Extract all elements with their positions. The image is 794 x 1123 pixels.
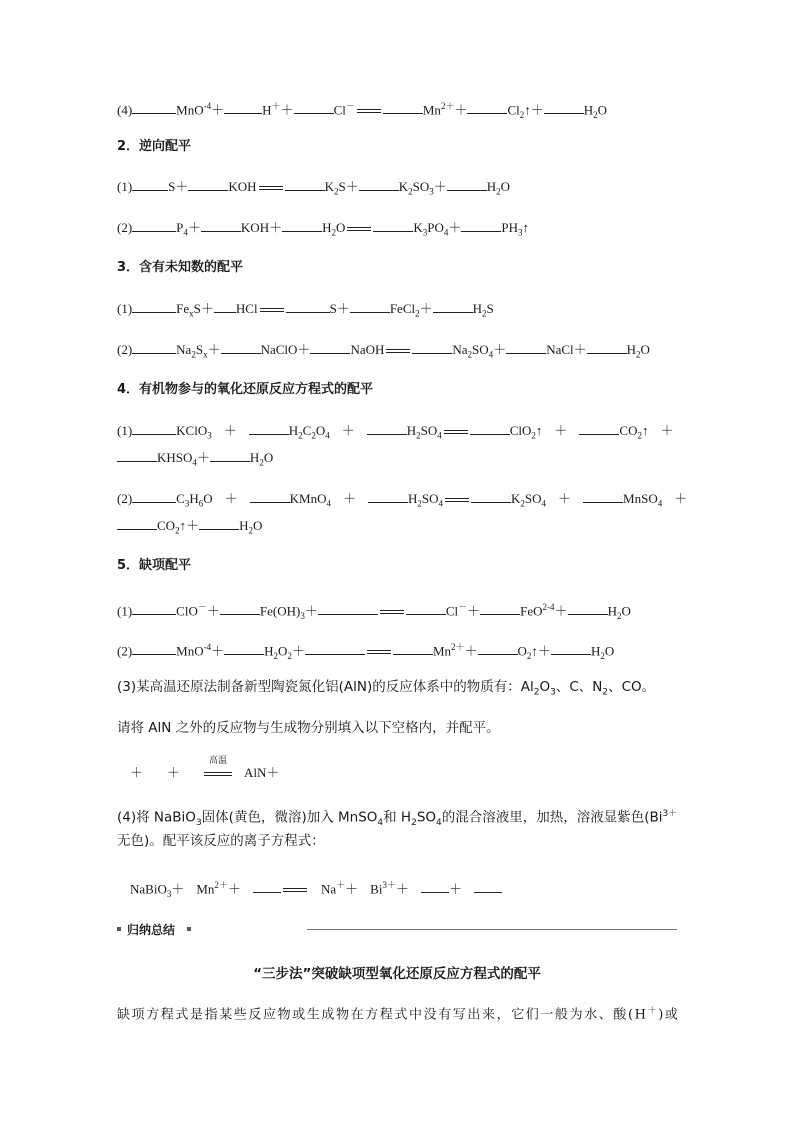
- summary-divider: [117, 922, 677, 938]
- section-4-heading: 4．有机物参与的氧化还原反应方程式的配平: [117, 382, 374, 397]
- equation-4-1-line1: (1) KClO$_3$ ＋ $H_2C_2O_4 + H_2SO_4$ ClO$_2$↑ ＋ $CO_2↑$ ＋: [117, 423, 674, 441]
- summary-heading: “三步法”突破缺项型氧化还原反应方程式的配平: [253, 966, 541, 982]
- question-5-4: (4)将 NaBiO$_3$固体(黄色，微溶)加入 MnSO$_4$和 $H_2SO_4$的混合溶液里，加热，溶液显紫色($Bi^{3+}$: [117, 809, 678, 829]
- equation-5-4-ionic: NaBiO$_3$＋ $Mn^{2+}+ Na^++ Bi^{3+}+$ ＋: [130, 876, 502, 903]
- equation-3-2: (2) $Na_2S_x+$ NaClO＋ NaOH $Na_2SO_4+$ NaCl＋ $H_2O$: [117, 342, 650, 360]
- equation-4-2-line1: (2) $C_3H_6O$ ＋ KMnO$_4$ ＋ $H_2SO_4$ $K_2SO_4$ ＋ MnSO$_4$ ＋: [117, 491, 688, 509]
- question-5-3-instruction: 请将 AlN 之外的反应物与生成物分别填入以下空格内，并配平。: [117, 720, 500, 736]
- equation-5-1: (1) $ClO^-+ Fe(OH)_3+ Cl^-+ FeO^{2-4}+ H_2O$: [117, 602, 631, 621]
- equation-2-1: (1) S＋ KOH $K_2S+ K_2SO_3+ H_2O$: [117, 179, 511, 197]
- equation-4-1-line2: $KHSO_4+ H_2O$: [117, 449, 273, 472]
- equation-3-1: (1) $Fe_xS+$ HCl S＋ FeCl$_2$＋ $H_2S$: [117, 301, 494, 319]
- equation-2-2: (2) $P_4+ KOH+ H_2O$ $K_3PO_4+$ $PH_3↑$: [117, 220, 530, 238]
- item-number: (4): [117, 102, 133, 118]
- question-5-3: (3)某高温还原法制备新型陶瓷氮化铝(AlN)的反应体系中的物质有：$Al_2O_3$、C、$N_2$、CO。: [117, 679, 656, 698]
- summary-label: 归纳总结: [127, 923, 176, 937]
- equation-5-2: (2) $MnO^{-4}+ H_2O_2+ Mn^{2+}+$ $O_2↑+ H_2O$: [117, 642, 615, 661]
- condition-high-temp: 高温: [204, 764, 232, 782]
- question-5-4-cont: 无色)。配平该反应的离子方程式：: [117, 833, 325, 849]
- equation-4: (4) MnO$^{-4}$＋ H＋＋ Cl－ $Mn^{2+}+$ $Cl_2↑+ H_2O$: [117, 101, 608, 120]
- section-3-heading: 3．含有未知数的配平: [117, 260, 244, 275]
- section-2-heading: 2．逆向配平: [117, 139, 192, 154]
- equation-5-3-blank: ＋ ＋ 高温 AlN＋: [130, 756, 280, 780]
- summary-paragraph: 缺项方程式是指某些反应物或生成物在方程式中没有写出来，它们一般为水、酸(H＋)或: [117, 1006, 680, 1023]
- section-5-heading: 5．缺项配平: [117, 558, 192, 573]
- equation-4-2-line2: $CO_2↑+ H_2O$: [117, 517, 262, 540]
